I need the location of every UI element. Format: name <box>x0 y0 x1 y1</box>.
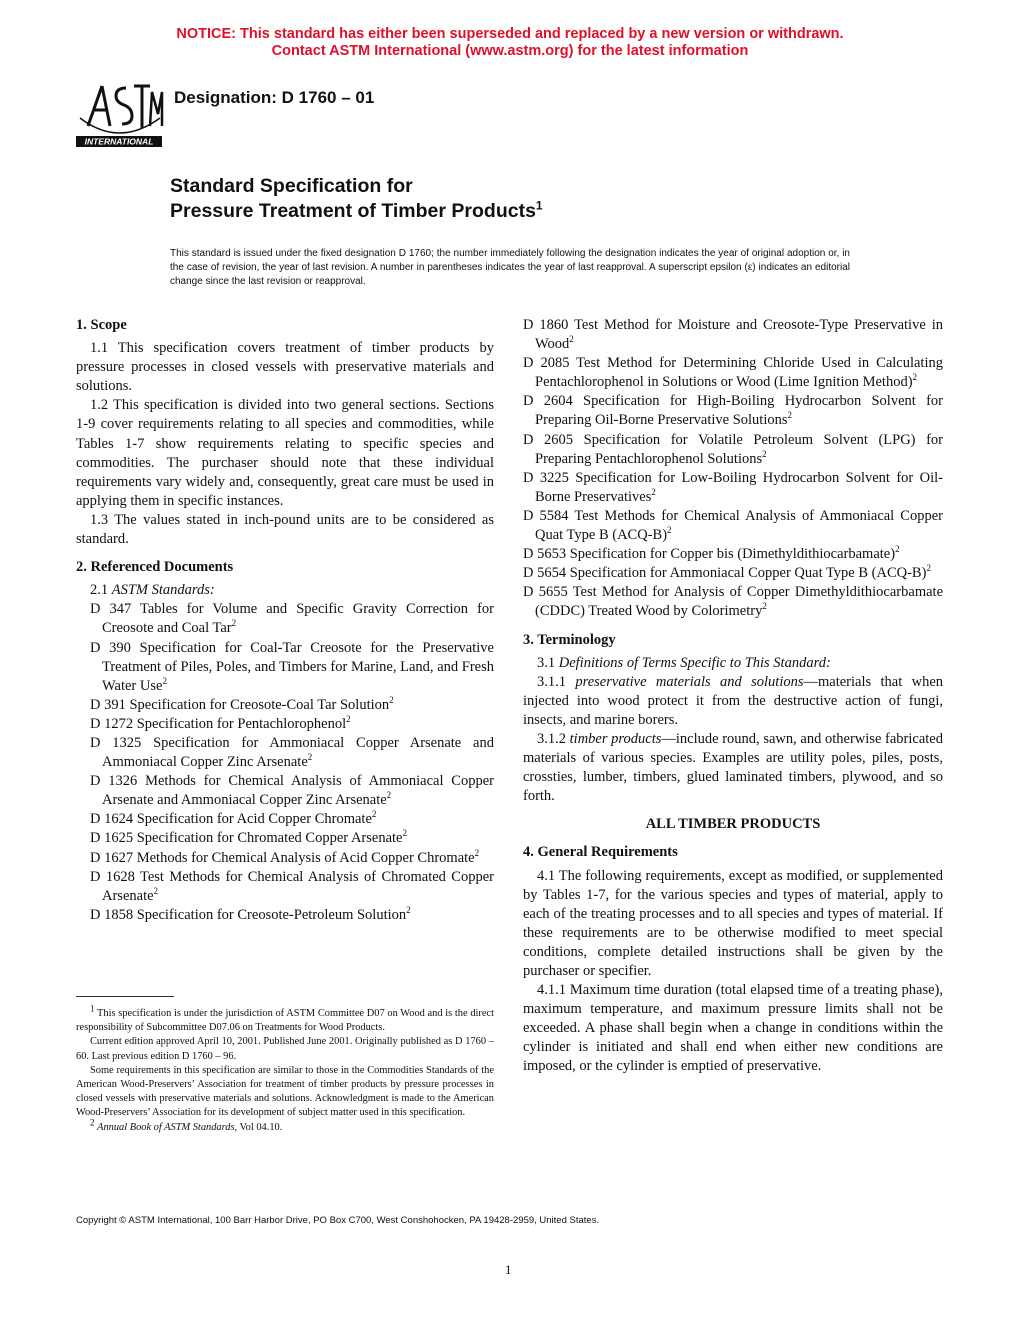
reference-item: D 1272 Specification for Pentachlorophenol$^2$ <box>90 714 351 732</box>
footnote-2: $^2$ Annual Book of ASTM Standards, Vol 04.10. <box>90 1117 283 1133</box>
reference-list-right <box>523 316 943 622</box>
reference-item: D 3225 Specification for Low-Boiling Hydrocarbon Solvent for Oil-Borne Preservatives$^2$ <box>523 469 943 505</box>
reference-item: D 5584 Test Methods for Chemical Analysis of Ammoniacal Copper Quat Type B $(ACQ-B)^2$ <box>523 507 943 544</box>
scope-heading: 1. Scope <box>76 317 127 333</box>
footnote-1: $^1$ This specification is under the jurisdiction of ASTM Committee D07 on Wood and is the direct responsibility of Subcommittee D07.06 on Treatments for Wood Products. <box>76 1003 494 1034</box>
reference-item: D 1628 Test Methods for Chemical Analysis of Chromated Copper Arsenate$^2$ <box>90 868 494 904</box>
document-title <box>170 174 543 224</box>
reference-item: D 391 Specification for Creosote-Coal Tar Solution$^2$ <box>90 694 394 713</box>
scope-paragraph: 1.1 This specification covers treatment of timber products by pressure processes in closed vessels with preservative materials and solutions. <box>76 340 494 395</box>
designation: Designation: D 1760 – 01 <box>174 88 375 107</box>
reference-item: D 1326 Methods for Chemical Analysis of Ammoniacal Copper Arsenate and Ammoniacal Copper Zinc Arsenate$^2$ <box>90 773 494 809</box>
reference-item: D 1625 Specification for Chromated Copper Arsenate$^2$ <box>90 828 407 847</box>
general-paragraph: 4.1.1 Maximum time duration (total elapsed time of a treating phase), maximum temperature, and maximum pressure limits shall not be exceeded. A phase shall begin when a change in conditions within the cylinder is initiated and shall end when either new conditions are imposed, or the cylinder is emptied of preservative. <box>523 982 943 1075</box>
title-footnote-mark: 1 <box>535 198 543 213</box>
definition: 3.1.2 timber products—include round, sawn, and otherwise fabricated materials of various species. Examples are utility poles, piles, posts, crossties, lumber, timbers, glued laminated timbers, plywood, and so forth. <box>523 730 943 805</box>
terminology-heading: 3. Terminology <box>523 631 616 648</box>
withdrawal-notice <box>0 26 1020 60</box>
scope-paragraph: 1.3 The values stated in inch-pound units are to be considered as standard. <box>76 511 494 548</box>
general-paragraph: 4.1 The following requirements, except as modified, or supplemented by Tables 1-7, for the various species and types of material, apply to each of the treating processes and to all species and types of material. If these requirements are to be otherwise modified to meet special conditions, complete detailed instructions shall be given by the purchaser or specifier. <box>523 867 943 979</box>
reference-item: D 2604 Specification for High-Boiling Hydrocarbon Solvent for Preparing Oil-Borne Preservative Solutions$^2$ <box>523 393 943 429</box>
astm-logo <box>74 78 164 150</box>
reference-item: D 347 Tables for Volume and Specific Gravity Correction for Creosote and Coal Tar$^2$ <box>90 601 494 637</box>
reference-item: D 5653 Specification for Copper bis (Dimethyldithiocarbamate)$^2$ <box>523 544 900 563</box>
right-column <box>523 316 943 1077</box>
referenced-heading: 2. Referenced Documents <box>76 559 234 576</box>
definitions-subheading: 3.1 Definitions of Terms Specific to This Standard: <box>537 654 831 671</box>
standard-note: This standard is issued under the fixed designation D 1760; the number immediately following the designation indicates the year of original adoption or, in the case of revision, the year of last revision. A number in parentheses indicates the year of last reapproval. A superscript epsilon (ε) indicates an editorial change since the last revision or reapproval. <box>170 248 850 287</box>
footnote-divider <box>76 996 174 997</box>
left-column <box>76 316 494 925</box>
title-line-1: Standard Specification for <box>170 175 413 197</box>
footnotes <box>76 1003 494 1135</box>
logo-caption: INTERNATIONAL <box>84 136 154 147</box>
reference-item: D 1858 Specification for Creosote-Petroleum Solution$^2$ <box>90 904 411 923</box>
notice-line-2: Contact ASTM International (www.astm.org) for the latest information <box>271 43 749 59</box>
page-number: 1 <box>505 1262 512 1277</box>
reference-item: D 1325 Specification for Ammoniacal Copper Arsenate and Ammoniacal Copper Zinc Arsenate$^2$ <box>90 734 494 771</box>
reference-item: D 2605 Specification for Volatile Petroleum Solvent (LPG) for Preparing Pentachlorophenol Solutions$^2$ <box>523 431 943 467</box>
reference-list-left <box>76 600 494 925</box>
reference-item: D 5655 Test Method for Analysis of Copper Dimethyldithiocarbamate (CDDC) Treated Wood by Colorimetry$^2$ <box>523 584 943 620</box>
scope-paragraph: 1.2 This specification is divided into two general sections. Sections 1-9 cover requirements relating to all species and commodities, while Tables 1-7 show requirements relating to specific species and commodities. The purchaser should note that these individual requirements vary widely and, consequently, great care must be used in applying them in specific instances. <box>76 397 494 509</box>
astm-standards-subheading: 2.1 ASTM Standards: <box>90 582 215 599</box>
definition: 3.1.1 preservative materials and solutions—materials that when injected into wood protect it from the destructive action of fungi, insects, and marine borers. <box>523 673 944 728</box>
footnote-1-acknowledgment: Some requirements in this specification are similar to those in the Commodities Standards of the American Wood-Preservers’ Association for treatment of timber products by pressure processes in closed vessels with preservative materials and solutions. Acknowledgment is made to the American Wood-Preservers’ Association for its development of subject matter used in this specification. <box>76 1064 494 1119</box>
reference-item: D 1860 Test Method for Moisture and Creosote-Type Preservative in Wood$^2$ <box>523 317 943 353</box>
reference-item: D 390 Specification for Coal-Tar Creosote for the Preservative Treatment of Piles, Poles, and Timbers for Marine, Land, and Fresh Water Use$^2$ <box>90 639 494 694</box>
reference-item: D 2085 Test Method for Determining Chloride Used in Calculating Pentachlorophenol in Solutions or Wood (Lime Ignition Method)$^2$ <box>523 355 943 391</box>
reference-item: D 1627 Methods for Chemical Analysis of Acid Copper Chromate$^2$ <box>90 847 480 866</box>
footnote-1-edition: Current edition approved April 10, 2001. Published June 2001. Originally published as D 1760 – 60. Last previous edition D 1760 – 96. <box>76 1036 494 1062</box>
reference-item: D 5654 Specification for Ammoniacal Copper Quat Type B $(ACQ-B)^2$ <box>523 563 931 582</box>
reference-item: D 1624 Specification for Acid Copper Chromate$^2$ <box>90 809 377 828</box>
general-heading: 4. General Requirements <box>523 844 678 861</box>
title-line-2: Pressure Treatment of Timber Products$^1$ <box>170 198 543 222</box>
notice-line-1: NOTICE: This standard has either been superseded and replaced by a new version or withdrawn. <box>176 26 844 42</box>
section-banner: ALL TIMBER PRODUCTS <box>645 816 821 833</box>
copyright: Copyright © ASTM International, 100 Barr Harbor Drive, PO Box C700, West Conshohocken, PA 19428-2959, United States. <box>76 1215 600 1226</box>
